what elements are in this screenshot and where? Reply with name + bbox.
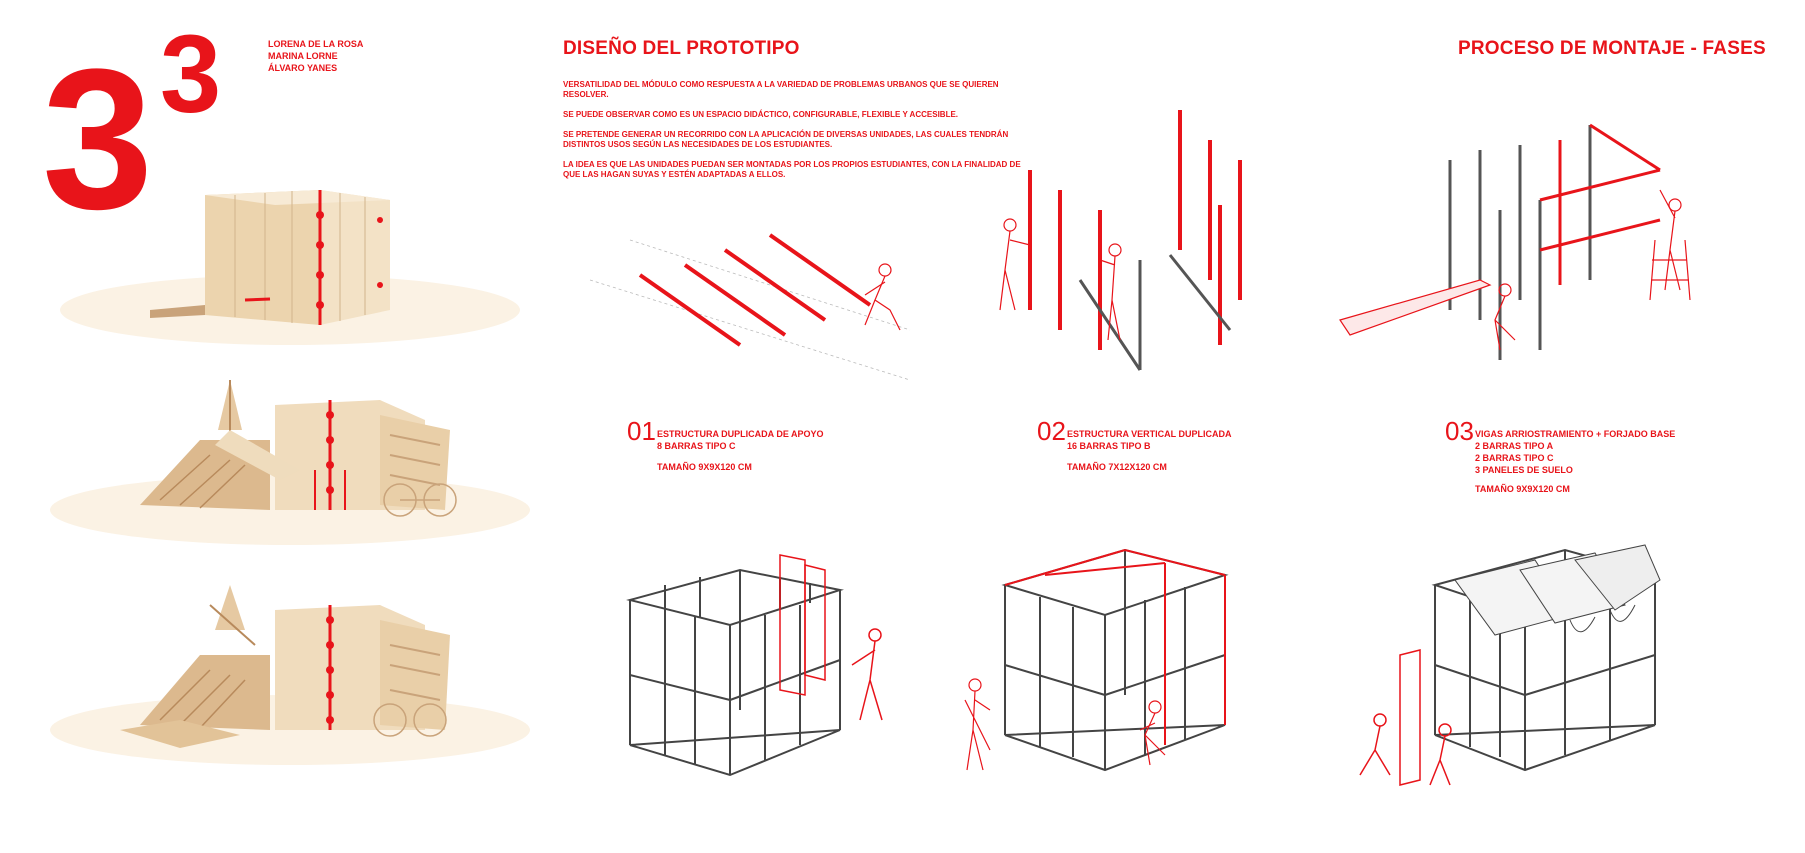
- render-deployed-module-alt: [30, 570, 550, 780]
- author-name: LORENA DE LA ROSA: [268, 39, 364, 49]
- diagram-step-02: [990, 110, 1250, 380]
- author-name: ÁLVARO YANES: [268, 63, 338, 73]
- step-line: 8 BARRAS TIPO C: [657, 441, 736, 451]
- step-number: 02: [1037, 416, 1066, 446]
- process-heading: PROCESO DE MONTAJE - FASES: [1458, 38, 1766, 59]
- logo-base: 3: [42, 28, 150, 251]
- step-size: TAMAÑO 9X9X120 CM: [657, 462, 752, 472]
- step-line: ESTRUCTURA DUPLICADA DE APOYO: [657, 429, 824, 439]
- diagram-step-03: [1330, 110, 1730, 380]
- design-description: [563, 80, 1033, 190]
- step-line: 2 BARRAS TIPO A: [1475, 441, 1554, 451]
- diagram-frame-02: [955, 535, 1265, 805]
- authors-list: [268, 38, 363, 74]
- description-paragraph: VERSATILIDAD DEL MÓDULO COMO RESPUESTA A LA VARIEDAD DE PROBLEMAS URBANOS QUE SE QUIEREN RESOLVER.: [563, 80, 999, 99]
- step-line: 2 BARRAS TIPO C: [1475, 453, 1554, 463]
- step-number: 03: [1445, 416, 1474, 446]
- diagram-frame-03: [1355, 535, 1735, 805]
- render-deployed-module: [30, 360, 550, 560]
- author-name: MARINA LORNE: [268, 51, 338, 61]
- logo-exponent: 3: [160, 13, 222, 136]
- step-size: TAMAÑO 9X9X120 CM: [1475, 484, 1570, 494]
- step-line: 3 PANELES DE SUELO: [1475, 465, 1573, 475]
- step-number: 01: [627, 416, 656, 446]
- design-heading: DISEÑO DEL PROTOTIPO: [563, 38, 800, 59]
- description-paragraph: SE PUEDE OBSERVAR COMO ES UN ESPACIO DIDÁCTICO, CONFIGURABLE, FLEXIBLE Y ACCESIBLE.: [563, 110, 959, 119]
- step-line: ESTRUCTURA VERTICAL DUPLICADA: [1067, 429, 1232, 439]
- diagram-step-01: [590, 220, 920, 400]
- description-paragraph: LA IDEA ES QUE LAS UNIDADES PUEDAN SER MONTADAS POR LOS PROPIOS ESTUDIANTES, CON LA FINALIDAD DE QUE LAS HAGAN SUYAS Y ESTÉN ADAPTADAS A ELLOS.: [563, 160, 1021, 179]
- description-paragraph: SE PRETENDE GENERAR UN RECORRIDO CON LA APLICACIÓN DE DIVERSAS UNIDADES, LAS CUALES TENDRÁN DISTINTOS USOS SEGÚN LAS NECESIDADES DE LOS ESTUDIANTES.: [563, 130, 1009, 149]
- diagram-frame-01: [620, 545, 900, 805]
- step-size: TAMAÑO 7X12X120 CM: [1067, 462, 1167, 472]
- step-line: 16 BARRAS TIPO B: [1067, 441, 1151, 451]
- step-line: VIGAS ARRIOSTRAMIENTO + FORJADO BASE: [1475, 429, 1676, 439]
- render-closed-module: [30, 175, 550, 365]
